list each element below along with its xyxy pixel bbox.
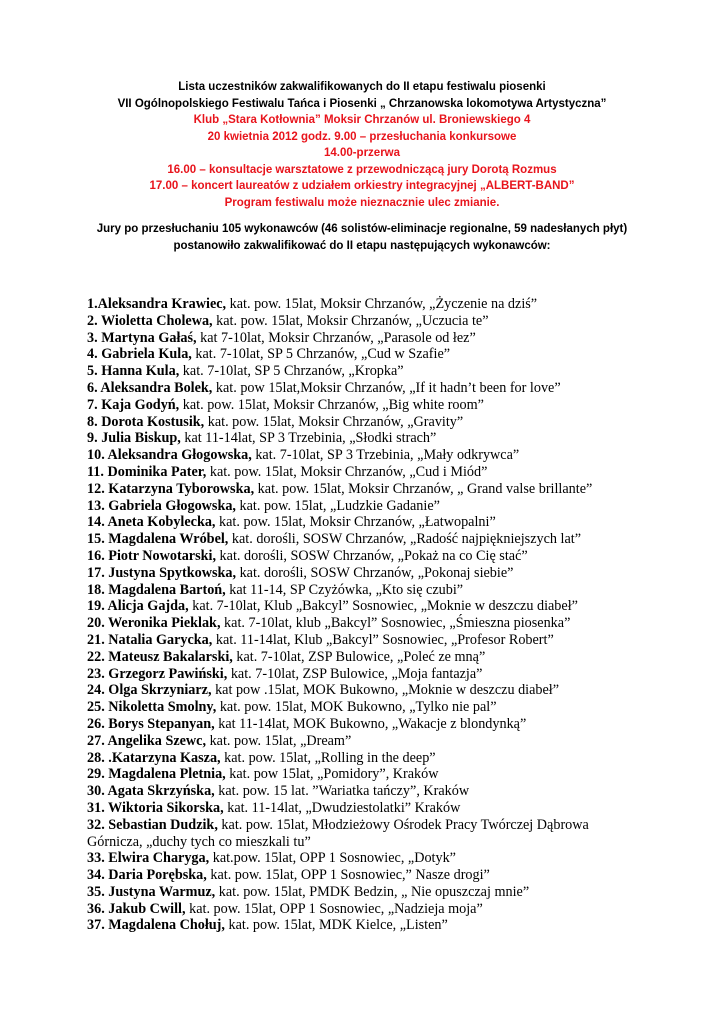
list-item [87,666,647,683]
entry-details: kat. pow. 15lat, PMDK Bedzin, „ Nie opuszczaj mnie” [218,883,530,900]
entry-number: 12. [87,480,109,497]
entry-name: Magdalena Bartoń, [108,581,226,598]
entry-name: Piotr Nowotarski, [108,547,216,564]
entry-name: Dominika Pater, [107,463,207,480]
entry-number: 34. [87,867,109,884]
list-item [87,414,647,431]
entry-details: kat. pow. 15lat, MOK Bukowno, „Tylko nie pal” [219,699,497,716]
list-item [87,380,647,397]
entry-details: kat. pow. 15lat, „Ludzkie Gadanie” [239,497,440,514]
participant-list [87,296,647,934]
entry-number: 7. [87,396,102,413]
header-workshop: 16.00 – konsultacje warsztatowe z przewodniczącą jury Dorotą Rozmus [167,163,557,176]
entry-number: 14. [87,514,108,531]
list-item [87,498,647,515]
entry-name: Wiktoria Sikorska, [108,799,224,816]
entry-number: 1. [87,296,98,312]
jury-statement-line1: Jury po przesłuchaniu 105 wykonawców (46 solistów-eliminacje regionalne, 59 nadesłanych płyt) [96,223,628,235]
entry-number: 16. [87,547,109,564]
entry-details: kat. 7-10lat, SP 5 Chrzanów, „Kropka” [182,363,404,380]
entry-name: Elwira Charyga, [108,850,210,867]
entry-number: 3. [87,329,102,346]
entry-name: Kaja Godyń, [101,396,180,413]
entry-name: Magdalena Chołuj, [108,917,225,934]
list-item [87,565,647,582]
entry-name: Daria Porębska, [108,867,207,884]
list-item [87,615,647,632]
list-item [87,917,647,934]
entry-name: Aneta Kobylecka, [107,514,216,531]
list-item [87,313,647,330]
entry-number: 11. [87,463,108,480]
entry-number: 27. [87,732,108,749]
entry-details: kat. dorośli, SOSW Chrzanów, „Radość najpiękniejszych lat” [231,531,581,548]
entry-number: 31. [87,799,109,816]
list-item [87,598,647,615]
entry-name: Jakub Cwill, [108,900,186,917]
entry-number: 18. [87,581,109,598]
header-venue: Klub „Stara Kotłownia” Moksir Chrzanów ul. Broniewskiego 4 [193,114,531,126]
entry-details: kat. 7-10lat, ZSP Bulowice, „Moja fantazja” [230,665,483,682]
entry-details: kat 11-14lat, MOK Bukowno, „Wakacje z blondynką” [218,715,527,732]
list-item [87,363,647,380]
header-concert: 17.00 – koncert laureatów z udziałem orkiestry integracyjnej „ALBERT-BAND” [149,180,575,192]
entry-number: 10. [87,447,108,464]
entry-details: kat. pow. 15lat, OPP 1 Sosnowiec,” Nasze drogi” [210,867,490,884]
entry-name: Agata Skrzyńska, [107,783,215,800]
list-item [87,733,647,750]
entry-name: Justyna Spytkowska, [108,564,237,581]
entry-number: 4. [87,346,102,363]
list-item [87,884,647,901]
entry-details: kat. 7-10lat, klub „Bakcyl” Sosnowiec, „Śmieszna piosenka” [224,615,571,632]
entry-details: kat. pow. 15lat, Moksir Chrzanów, „Gravity” [207,413,464,430]
entry-number: 32. [87,816,109,833]
entry-name: Martyna Gałaś, [101,329,197,346]
entry-details: kat. 7-10lat, SP 3 Trzebinia, „Mały odkrywca” [255,447,520,464]
entry-name: Natalia Garycka, [108,631,213,648]
list-item [87,481,647,498]
entry-details: kat. pow. 15lat, OPP 1 Sosnowiec, „Nadzieja moja” [189,900,483,917]
entry-name: Weronika Pieklak, [108,615,221,632]
entry-details: kat. pow. 15lat, Moksir Chrzanów, „Łatwopalni” [219,514,496,531]
list-item [87,346,647,363]
entry-number: 30. [87,783,108,800]
entry-name: Gabriela Kula, [101,346,192,363]
entry-number: 2. [87,312,101,329]
entry-name: Julia Biskup, [101,430,181,447]
entry-number: 17. [87,564,109,581]
list-item [87,750,647,767]
entry-number: 35. [87,883,109,900]
entry-number: 33. [87,850,109,867]
list-item [87,867,647,884]
entry-name: Alicja Gajda, [107,598,189,615]
entry-details: kat. pow. 15 lat. ”Wariatka tańczy”, Kraków [218,783,470,800]
header-title: Lista uczestników zakwalifikowanych do II etapu festiwalu piosenki [178,81,546,93]
entry-number: 6. [87,379,101,396]
entry-details: kat. pow. 15lat, Młodzieżowy Ośrodek Pracy Twórczej Dąbrowa Górnicza, „duchy tych co mieszkali tu” [87,816,589,850]
entry-details: kat. pow 15lat, „Pomidory”, Kraków [229,766,439,783]
entry-details: kat. pow 15lat,Moksir Chrzanów, „If it hadn’t been for love” [215,379,561,396]
entry-name: .Katarzyna Kasza, [108,749,221,766]
entry-name: Gabriela Głogowska, [108,497,236,514]
list-item [87,582,647,599]
entry-number: 20. [87,615,109,632]
entry-details: kat. pow. 15lat, Moksir Chrzanów, „Cud i Miód” [209,463,488,480]
entry-details: kat. dorośli, SOSW Chrzanów, „Pokonaj siebie” [239,564,514,581]
entry-name: Katarzyna Tyborowska, [108,480,255,497]
entry-name: Olga Skrzyniarz, [108,682,212,699]
entry-details: kat. dorośli, SOSW Chrzanów, „Pokaż na co Cię stać” [219,547,528,564]
list-item [87,783,647,800]
entry-number: 26. [87,715,109,732]
entry-details: kat. 11-14lat, „Dwudziestolatki” Kraków [227,799,461,816]
list-item [87,800,647,817]
entry-name: Angelika Szewc, [107,732,207,749]
entry-number: 22. [87,648,109,665]
entry-number: 23. [87,665,109,682]
header-break: 14.00-przerwa [323,147,401,159]
jury-statement-line2: postanowiło zakwalifikować do II etapu następujących wykonawców: [173,239,551,252]
entry-name: Aleksandra Bolek, [100,379,213,396]
entry-number: 5. [87,363,102,380]
entry-details: kat 11-14, SP Czyżówka, „Kto się czubi” [229,581,464,598]
entry-number: 21. [87,631,109,648]
entry-details: kat. pow. 15lat, Moksir Chrzanów, „Życzenie na dziś” [229,296,538,312]
document-header [60,79,664,254]
entry-details: kat. pow. 15lat, MDK Kielce, „Listen” [228,917,448,934]
entry-details: kat.pow. 15lat, OPP 1 Sosnowiec, „Dotyk” [212,850,456,867]
entry-number: 25. [87,699,109,716]
entry-name: Dorota Kostusik, [101,413,205,430]
list-item [87,716,647,733]
entry-name: Hanna Kula, [101,363,180,380]
entry-name: Mateusz Bakalarski, [108,648,233,665]
entry-number: 8. [87,413,102,430]
list-item [87,649,647,666]
list-item [87,430,647,447]
entry-details: kat. pow. 15lat, „Rolling in the deep” [224,749,436,766]
list-item [87,548,647,565]
entry-details: kat. pow. 15lat, Moksir Chrzanów, „ Grand valse brillante” [257,480,593,497]
entry-number: 15. [87,531,109,548]
entry-name: Aleksandra Krawiec, [97,296,227,312]
entry-details: kat. pow. 15lat, „Dream” [209,732,352,749]
entry-number: 19. [87,598,108,615]
header-date: 20 kwietnia 2012 godz. 9.00 – przesłuchania konkursowe [207,130,517,143]
list-item [87,850,647,867]
entry-name: Borys Stepanyan, [108,715,215,732]
entry-name: Justyna Warmuz, [108,883,216,900]
list-item [87,817,647,851]
list-item [87,901,647,918]
list-item [87,296,647,313]
entry-name: Sebastian Dudzik, [108,816,218,833]
entry-details: kat. 7-10lat, ZSP Bulowice, „Poleć ze mną” [236,648,486,665]
entry-details: kat. 11-14lat, Klub „Bakcyl” Sosnowiec, „Profesor Robert” [215,631,554,648]
entry-number: 9. [87,430,102,447]
list-item [87,531,647,548]
entry-number: 13. [87,497,109,514]
entry-name: Magdalena Pletnia, [108,766,226,783]
entry-number: 24. [87,682,109,699]
header-spacer [60,211,664,221]
entry-details: kat 7-10lat, Moksir Chrzanów, „Parasole od łez” [200,329,476,346]
entry-name: Nikoletta Smolny, [108,699,217,716]
list-item [87,699,647,716]
entry-name: Aleksandra Głogowska, [107,447,252,464]
entry-details: kat. pow. 15lat, Moksir Chrzanów, „Big white room” [182,396,484,413]
list-item [87,632,647,649]
entry-details: kat pow .15lat, MOK Bukowno, „Moknie w deszczu diabeł” [215,682,560,699]
list-item [87,447,647,464]
entry-details: kat 11-14lat, SP 3 Trzebinia, „Słodki strach” [184,430,437,447]
list-item [87,397,647,414]
header-note: Program festiwalu może nieznacznie ulec zmianie. [224,196,500,209]
list-item [87,514,647,531]
entry-number: 28. [87,749,109,766]
entry-name: Magdalena Wróbel, [108,531,229,548]
entry-name: Grzegorz Pawiński, [108,665,228,682]
list-item [87,464,647,481]
header-festival-name: VII Ogólnopolskiego Festiwalu Tańca i Piosenki „ Chrzanowska lokomotywa Artystyczna” [117,97,607,110]
entry-number: 29. [87,766,109,783]
list-item [87,766,647,783]
entry-name: Wioletta Cholewa, [100,312,213,329]
entry-details: kat. 7-10lat, Klub „Bakcyl” Sosnowiec, „Moknie w deszczu diabeł” [192,598,578,615]
entry-number: 37. [87,917,109,934]
list-item [87,330,647,347]
entry-number: 36. [87,900,109,917]
entry-details: kat. 7-10lat, SP 5 Chrzanów, „Cud w Szafie” [195,346,451,363]
entry-details: kat. pow. 15lat, Moksir Chrzanów, „Uczucia te” [216,312,489,329]
list-item [87,682,647,699]
